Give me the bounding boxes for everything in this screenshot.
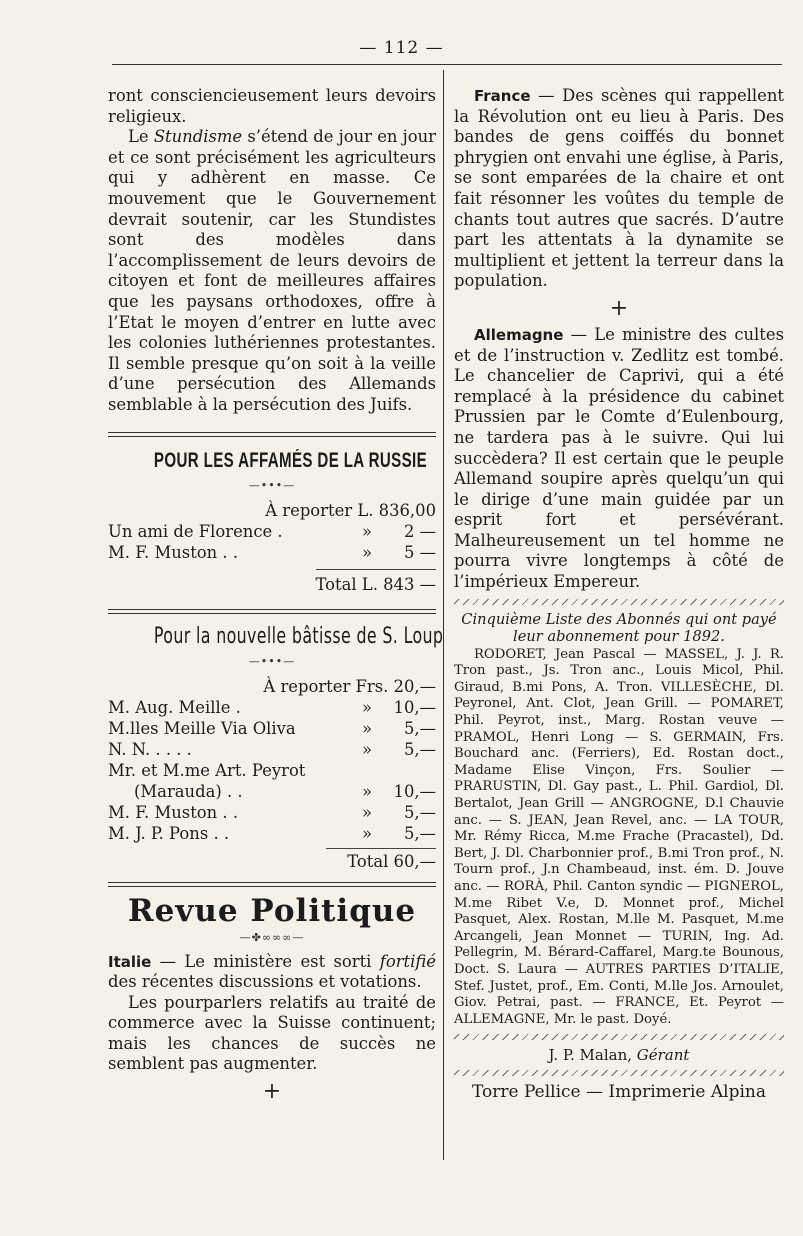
stundism-term: Stundisme	[153, 127, 243, 147]
wavy-rule	[454, 599, 784, 605]
total-rule	[326, 848, 436, 849]
cross-separator: +	[262, 1079, 282, 1105]
gerant-role: Gérant	[636, 1046, 690, 1065]
italie-rest: des récentes discussions et votations.	[108, 972, 422, 992]
donation-amount: 5,—	[403, 802, 436, 822]
donor-name: N. N. . . . .	[108, 739, 192, 759]
loup-fund-ledger	[108, 676, 436, 872]
donor-name: M. F. Muston . .	[108, 542, 239, 562]
right-column	[454, 86, 784, 1106]
donor-name: M. Aug. Meille .	[108, 697, 241, 717]
ledger-row	[108, 760, 436, 781]
ledger-row	[108, 718, 436, 739]
page-number: — 112 —	[359, 38, 444, 58]
gerant-line	[454, 1046, 784, 1064]
section-double-rule	[108, 609, 436, 614]
donation-amount: 5,—	[403, 718, 436, 738]
donation-amount: 10,—	[393, 697, 436, 717]
france-keyword: France	[474, 87, 531, 105]
stundism-continuation: ront consciencieusement leurs devoirs religieux.	[108, 86, 436, 126]
ditto-mark: »	[361, 823, 373, 843]
revue-ornament: —✤∞∞∞—	[239, 930, 305, 944]
donation-amount: 10,—	[393, 781, 436, 801]
column-divider	[443, 70, 444, 1160]
ledger-row	[108, 781, 436, 802]
donor-name: (Marauda) . .	[134, 781, 243, 801]
ledger-row	[108, 697, 436, 718]
donation-amount: 5 —	[403, 542, 436, 562]
ledger-row	[108, 521, 436, 542]
section-double-rule	[108, 432, 436, 437]
left-column	[108, 86, 444, 1108]
russia-carry-forward: À reporter L. 836,00	[265, 500, 436, 520]
wavy-rule	[454, 1070, 784, 1076]
italie-keyword: Italie	[108, 952, 152, 971]
loup-fund-ornament: —•••—	[248, 654, 296, 668]
ledger-row	[108, 739, 436, 760]
france-paragraph	[454, 86, 784, 292]
donor-name: M. J. P. Pons . .	[108, 823, 230, 843]
russia-fund-ornament: —•••—	[248, 478, 296, 492]
allemagne-paragraph	[454, 325, 784, 593]
russia-fund-ledger	[108, 500, 436, 595]
donor-name: M. F. Muston . .	[108, 802, 239, 822]
italie-lead: — Le ministère est sorti	[151, 951, 380, 971]
subscriber-list: RODORET, Jean Pascal — MASSEL, J. J. R. Tron past., Js. Tron anc., Louis Micol, Phil. Giraud, B.mi Pons, A. Tron. VILLESÈCHE, Dl. Peyronel, Ant. Clot, Jean Grill. — POMARET, Phil. Peyrot, inst., Marg. Rostan veuve — PRAMOL, Henri Long — S. GERMAIN, Frs. Bouchard anc. (Ferriers), Ed. Rostan doct., Madame Elise Vinçon, Frs. Soulier — PRARUSTIN, Dl. Gay past., L. Phil. Gardiol, Dl. Bertalot, Jean Grill — ANGROGNE, D.l Chauvie anc. — S. JEAN, Jean Revel, anc. — LA TOUR, Mr. Rémy Ricca, M.me Frache (Pracastel), Dd. Bert, J. Dl. Charbonnier prof., B.mi Tron prof., N. Tourn prof., J.n Chambeaud, inst. ém. D. Jouve anc. — RORÀ, Phil. Canton syndic — PIGNEROL, M.me Ribet V.e, D. Monnet prof., Michel Pasquet, Alex. Rostan, M.lle M. Pasquet, M.me Arcangeli, Jean Monnet — TURIN, Ing. Ad. Pellegrin, M. Bérard-Caffarel, Marg.te Bounous, Doct. S. Laura — AUTRES PARTIES D’ITALIE, Stef. Justet, prof., Em. Conti, M.lle Jos. Arnoulet, Giov. Petrai, past. — FRANCE, Et. Peyrot — ALLEMAGNE, Mr. le past. Doyé.	[454, 646, 784, 1027]
donor-name: Mr. et M.me Art. Peyrot	[108, 760, 306, 780]
allemagne-keyword: Allemagne	[474, 325, 564, 344]
printer-imprint: Torre Pellice — Imprimerie Alpina	[471, 1082, 766, 1103]
ledger-row	[108, 823, 436, 844]
wavy-rule	[454, 1034, 784, 1040]
russia-fund-total: Total L. 843 —	[315, 574, 436, 594]
donor-name: Un ami de Florence .	[108, 521, 283, 541]
ditto-mark: »	[361, 781, 373, 801]
subscriber-list-title: Cinquième Liste des Abonnés qui ont payé leur abonnement pour 1892.	[461, 610, 777, 645]
donor-name: M.lles Meille Via Oliva	[108, 718, 296, 738]
cross-separator: +	[609, 295, 629, 321]
ditto-mark: »	[361, 739, 373, 759]
donation-amount	[380, 760, 436, 781]
loup-fund-total: Total 60,—	[347, 851, 436, 871]
russia-fund-title: POUR LES AFFAMÉS DE LA RUSSIE	[153, 448, 428, 472]
gerant-name: J. P. Malan,	[548, 1046, 632, 1065]
italie-paragraph	[108, 952, 436, 993]
ditto-mark	[354, 760, 380, 781]
ledger-row	[108, 802, 436, 823]
donation-amount: 2 —	[403, 521, 436, 541]
revue-politique-title: Revue Politique	[127, 892, 417, 929]
stundism-paragraph	[108, 127, 436, 415]
loup-carry-forward: À reporter Frs. 20,—	[263, 676, 436, 696]
total-rule	[316, 569, 436, 570]
italie-italic: fortifié	[379, 951, 436, 971]
loup-fund-title: Pour la nouvelle bâtisse de S. Loup	[153, 623, 444, 649]
section-double-rule	[108, 882, 436, 887]
italie-paragraph-2: Les pourparlers relatifs au traité de commerce avec la Suisse continuent; mais les chances de succès ne semblent pas augmenter.	[108, 992, 436, 1074]
stundism-body: s’étend de jour en jour et ce sont précisément les agriculteurs qui y adhèrent en masse. Ce mouvement que le Gouvernement devrait soutenir, car les Stundistes sont des modèles dans l’accomplissement de leurs devoirs de citoyen et font de meilleures affaires que les paysans orthodoxes, offre à l’Etat le moyen d’entrer en lutte avec les colonies luthériennes protestantes. Il semble presque qu’on soit à la veille d’une persécution des Allemands semblable à la persécution des Juifs.	[108, 127, 437, 414]
ditto-mark: »	[361, 521, 373, 541]
france-text: — Des scènes qui rappellent la Révolution ont eu lieu à Paris. Des bandes de gens coiffés du bonnet phrygien ont envahi une église, à Paris, se sont emparées de la chaire et ont fait résonner les voûtes du temple de chants tout autres que sacrés. D’autre part les attentats à la dynamite se multiplient et jettent la terreur dans la population.	[454, 86, 784, 291]
ditto-mark: »	[361, 802, 373, 822]
ditto-mark: »	[361, 697, 373, 717]
ditto-mark: »	[361, 542, 373, 562]
donation-amount: 5,—	[403, 739, 436, 759]
ledger-row	[108, 542, 436, 563]
ditto-mark: »	[361, 718, 373, 738]
header-rule	[112, 64, 782, 65]
stundism-lead: Le	[128, 127, 154, 147]
allemagne-text: — Le ministre des cultes et de l’instruction v. Zedlitz est tombé. Le chancelier de Caprivi, qui a été remplacé à la présidence du cabinet Prussien par le Comte d’Eulenbourg, ne tardera pas à le suivre. Qui lui succèdera? Il est certain que le peuple Allemand soupire après quelqu’un qui le dirige d’une main guidée par un esprit fort et persévérant. Malheureusement un tel homme ne pourra vivre longtemps à côté de l’impérieux Empereur.	[454, 324, 784, 592]
donation-amount: 5,—	[403, 823, 436, 843]
